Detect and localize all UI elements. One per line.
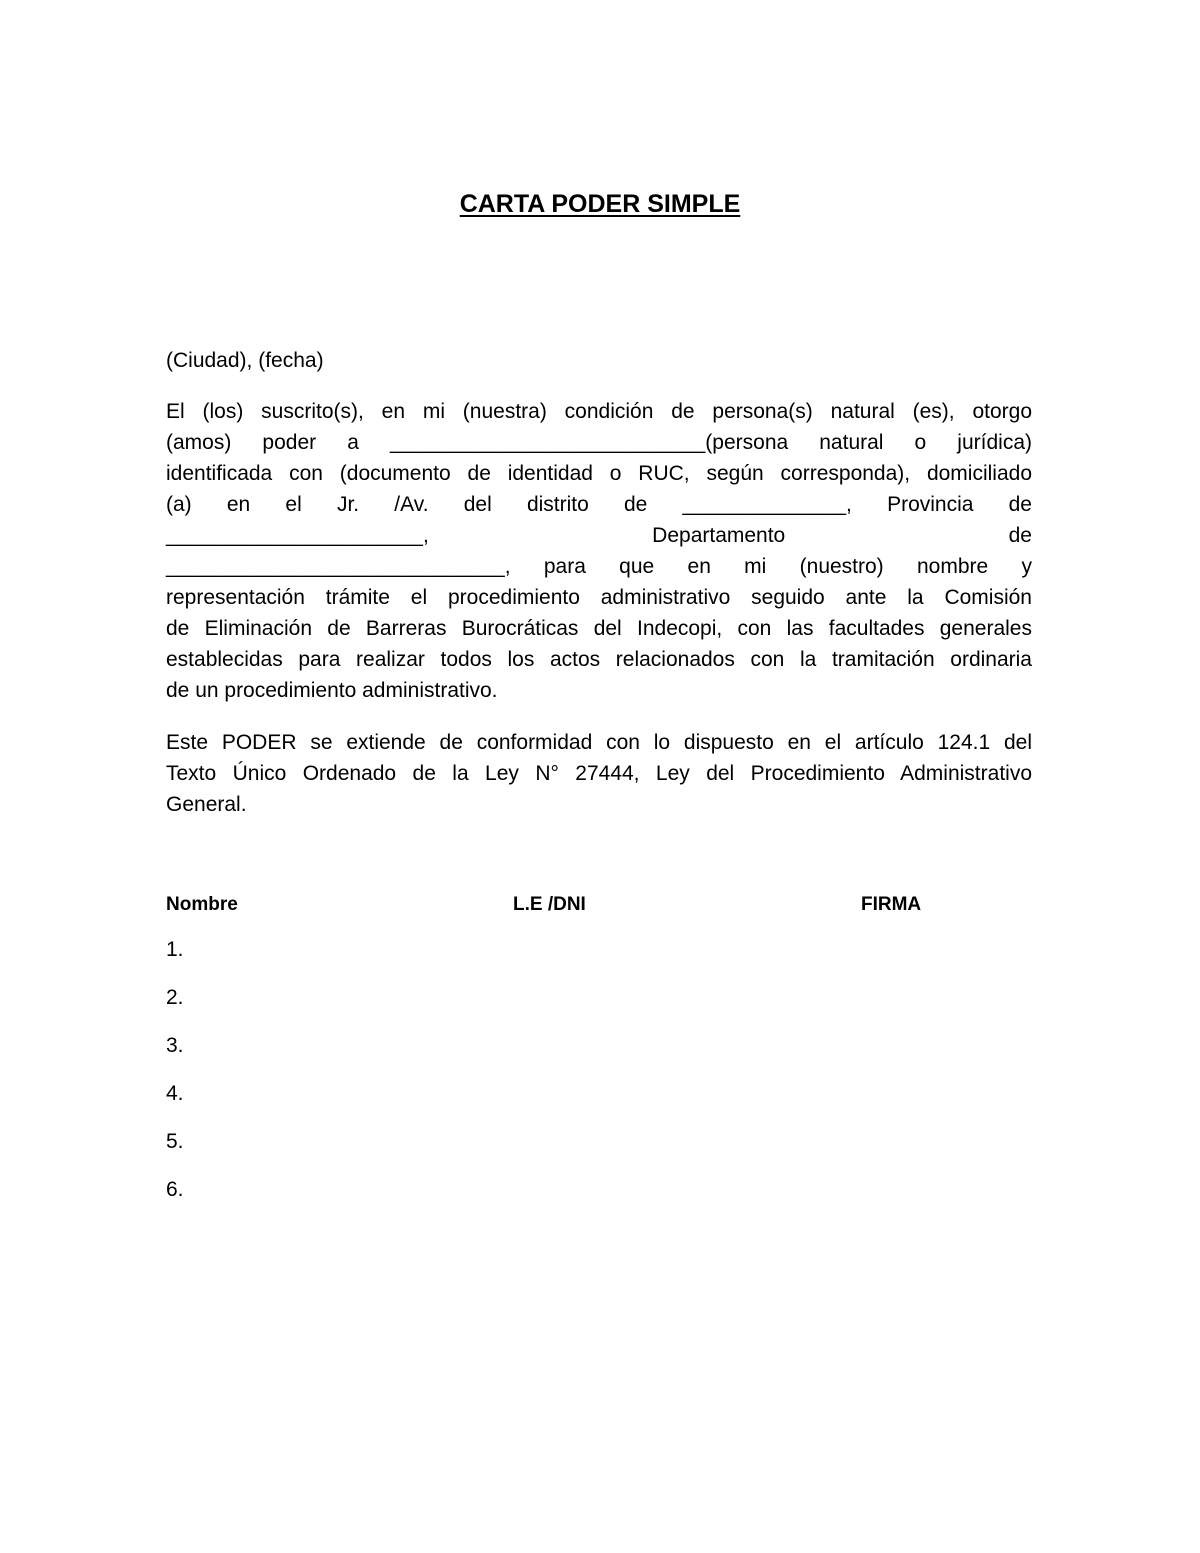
body-paragraph-2 <box>166 727 1032 820</box>
document-title: CARTA PODER SIMPLE <box>459 190 741 218</box>
paragraph-line: establecidas para realizar todos los actos relacionados con la tramitación ordinaria <box>166 648 1032 671</box>
paragraph-line: El (los) suscrito(s), en mi (nuestra) condición de persona(s) natural (es), otorgo <box>166 400 1032 423</box>
paragraph-line: identificada con (documento de identidad o RUC, según corresponda), domiciliado <box>166 462 1032 485</box>
column-header-name: Nombre <box>166 894 238 915</box>
column-header-signature: FIRMA <box>861 894 922 915</box>
signature-row-number: 5. <box>166 1130 184 1153</box>
paragraph-line: Texto Único Ordenado de la Ley N° 27444, Ley del Procedimiento Administrativo <box>166 762 1032 785</box>
signature-row-number: 2. <box>166 986 184 1009</box>
signature-rows <box>166 938 184 1226</box>
paragraph-line: General. <box>166 793 247 816</box>
signature-row-number: 6. <box>166 1178 184 1201</box>
paragraph-line: representación trámite el procedimiento administrativo seguido ante la Comisión <box>166 586 1032 609</box>
paragraph-line: de Eliminación de Barreras Burocráticas del Indecopi, con las facultades generales <box>166 617 1032 640</box>
paragraph-line: ______________________, Departamento de <box>166 524 1032 547</box>
paragraph-line: (a) en el Jr. /Av. del distrito de ______________, Provincia de <box>166 493 1032 516</box>
date-line: (Ciudad), (fecha) <box>166 349 324 372</box>
column-header-dni: L.E /DNI <box>513 894 586 915</box>
paragraph-line: (amos) poder a ___________________________(persona natural o jurídica) <box>166 431 1032 454</box>
signature-row-number: 3. <box>166 1034 184 1057</box>
paragraph-line: de un procedimiento administrativo. <box>166 679 498 702</box>
signature-row-number: 1. <box>166 938 184 961</box>
body-paragraph-1 <box>166 396 1032 706</box>
signature-row-number: 4. <box>166 1082 184 1105</box>
paragraph-line: _____________________________, para que en mi (nuestro) nombre y <box>166 555 1032 578</box>
paragraph-line: Este PODER se extiende de conformidad con lo dispuesto en el artículo 124.1 del <box>166 731 1032 754</box>
